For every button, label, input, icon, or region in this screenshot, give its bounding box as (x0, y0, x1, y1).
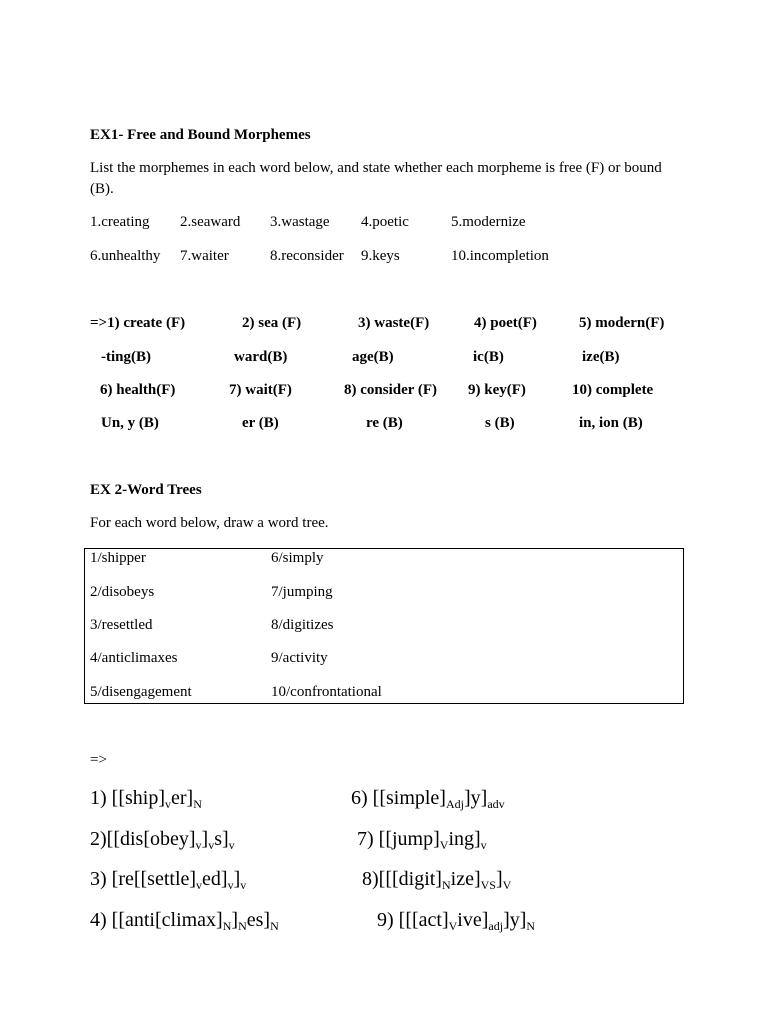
word-list-item: 6/simply (271, 550, 324, 566)
word-item: 8.reconsider (270, 248, 344, 264)
answer-item: re (B) (366, 415, 403, 431)
tree-answer-9: 9) $[[[act]_Vive]_{adj}]y]_N$ (377, 909, 536, 933)
ex2-instruction: For each word below, draw a word tree. (90, 515, 329, 531)
word-item: 6.unhealthy (90, 248, 161, 264)
tree-answer-8: $8)[[[digit]_Nize]_{VS}]_V$ (362, 868, 512, 892)
tree-answer-4: 4) $[[anti[climax]_N]_Nes]_N$ (90, 909, 279, 933)
word-list-item: 8/digitizes (271, 617, 334, 633)
answer-item: ward(B) (234, 349, 288, 365)
tree-answer-6: 6) $[[simple]_{Adj}]y]_{adv}$ (351, 787, 505, 811)
tree-answer-3: 3) $[re[[settle]_ved]_v]_v$ (90, 868, 247, 892)
answer-item: 5) modern(F) (579, 315, 665, 331)
answer-item: =>1) create (F) (90, 315, 186, 331)
word-item: 5.modernize (451, 214, 526, 230)
answer-item: age(B) (352, 349, 394, 365)
word-list-box (84, 548, 684, 704)
answer-arrow: => (90, 752, 107, 768)
answer-item: s (B) (485, 415, 515, 431)
word-list-item: 1/shipper (90, 550, 146, 566)
answer-item: 4) poet(F) (474, 315, 537, 331)
answer-item: 2) sea (F) (242, 315, 302, 331)
ex2-title: EX 2-Word Trees (90, 482, 202, 498)
tree-answer-1: 1) $[[ship]_ver]_N$ (90, 787, 202, 811)
word-item: 4.poetic (361, 214, 409, 230)
answer-item: in, ion (B) (579, 415, 643, 431)
ex1-instruction-line2: (B). (90, 181, 114, 197)
tree-answer-2: $2)[[dis[obey]_v]_vs]_v$ (90, 828, 235, 852)
word-list-item: 5/disengagement (90, 684, 192, 700)
word-item: 1.creating (90, 214, 150, 230)
word-list-item: 4/anticlimaxes (90, 650, 178, 666)
answer-item: 7) wait(F) (229, 382, 292, 398)
word-list-item: 10/confrontational (271, 684, 382, 700)
word-item: 3.wastage (270, 214, 330, 230)
answer-item: 8) consider (F) (344, 382, 438, 398)
word-item: 10.incompletion (451, 248, 549, 264)
word-list-item: 3/resettled (90, 617, 153, 633)
tree-answer-7: 7) $[[jump]_Ving]_v$ (357, 828, 487, 852)
word-list-item: 7/jumping (271, 584, 333, 600)
answer-item: -ting(B) (101, 349, 151, 365)
word-list-item: 2/disobeys (90, 584, 155, 600)
word-item: 2.seaward (180, 214, 241, 230)
answer-item: ize(B) (582, 349, 620, 365)
answer-item: er (B) (242, 415, 279, 431)
answer-item: 10) complete (572, 382, 654, 398)
answer-item: 9) key(F) (468, 382, 526, 398)
answer-item: 6) health(F) (100, 382, 176, 398)
word-item: 9.keys (361, 248, 400, 264)
ex1-title: EX1- Free and Bound Morphemes (90, 127, 311, 143)
word-list-item: 9/activity (271, 650, 328, 666)
answer-item: ic(B) (473, 349, 504, 365)
ex1-instruction-line1: List the morphemes in each word below, and state whether each morpheme is free (F) or bound (90, 160, 662, 176)
word-item: 7.waiter (180, 248, 229, 264)
answer-item: 3) waste(F) (358, 315, 430, 331)
answer-item: Un, y (B) (101, 415, 159, 431)
